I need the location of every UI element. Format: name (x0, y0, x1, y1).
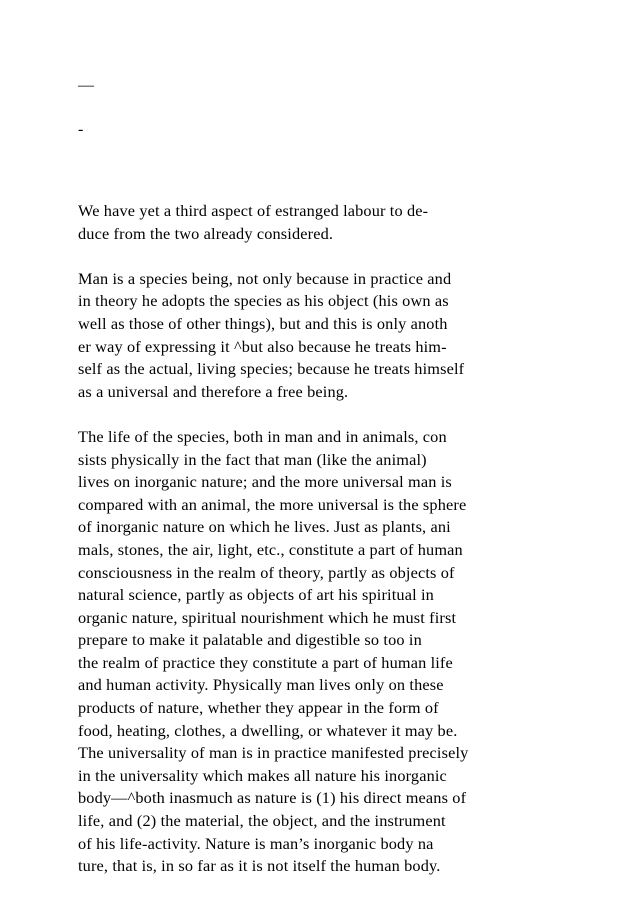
hyphen-mark: - (78, 121, 84, 138)
text-line: sists physically in the fact that man (like the animal) (78, 449, 427, 469)
text-line: in theory he adopts the species as his object (his own as (78, 291, 449, 311)
text-line: as a universal and therefore a free being. (78, 381, 349, 401)
text-line: The universality of man is in practice manifested precisely (78, 743, 469, 763)
text-line: prepare to make it palatable and digestible so too in (78, 630, 422, 650)
text-line: consciousness in the realm of theory, partly as objects of (78, 562, 455, 582)
document-body (78, 200, 623, 900)
text-line: natural science, partly as objects of art his spiritual in (78, 585, 434, 605)
text-line: the realm of practice they constitute a part of human life (78, 652, 453, 672)
paragraph (78, 200, 623, 245)
text-line: and human activity. Physically man lives only on these (78, 675, 444, 695)
text-line: lives on inorganic nature; and the more universal man is (78, 472, 452, 492)
text-line: of his life-activity. Nature is man’s inorganic body na (78, 833, 434, 853)
text-line: life, and (2) the material, the object, and the instrument (78, 811, 446, 831)
text-line: er way of expressing it ^but also because he treats him- (78, 336, 447, 356)
text-line: The life of the species, both in man and in animals, con (78, 426, 447, 446)
text-line: products of nature, whether they appear in the form of (78, 698, 439, 718)
text-line: Man is a species being, not only because in practice and (78, 268, 452, 288)
text-line: duce from the two already considered. (78, 223, 334, 243)
text-line: in the universality which makes all nature his inorganic (78, 765, 447, 785)
paragraph (78, 268, 623, 404)
text-line: well as those of other things), but and this is only anoth (78, 313, 448, 333)
text-line: self as the actual, living species; because he treats himself (78, 359, 465, 379)
text-line: We have yet a third aspect of estranged labour to de- (78, 201, 429, 220)
text-line: of inorganic nature on which he lives. Just as plants, ani (78, 517, 451, 537)
text-line: body—^both inasmuch as nature is (1) his direct means of (78, 788, 467, 808)
text-line: ture, that is, in so far as it is not itself the human body. (78, 856, 441, 876)
text-line: food, heating, clothes, a dwelling, or whatever it may be. (78, 720, 458, 740)
paragraph (78, 426, 623, 878)
text-line: mals, stones, the air, light, etc., constitute a part of human (78, 539, 463, 559)
em-dash-mark: — (78, 77, 94, 94)
text-line: organic nature, spiritual nourishment which he must first (78, 607, 457, 627)
text-line: compared with an animal, the more universal is the sphere (78, 494, 467, 514)
